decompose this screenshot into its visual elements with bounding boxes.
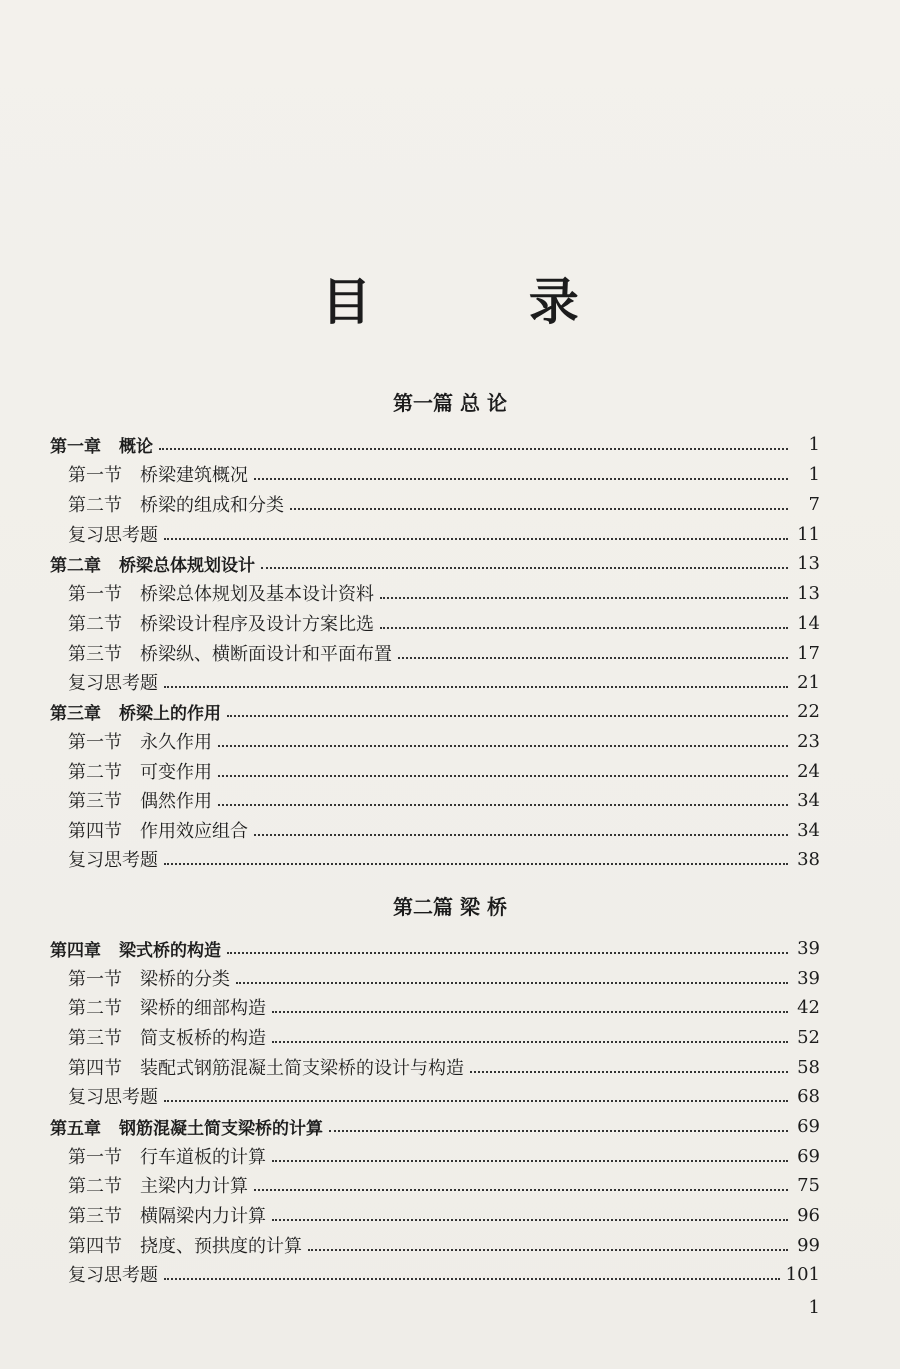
- toc-page-number: 21: [797, 671, 820, 693]
- toc-chapter-row: [50, 430, 820, 458]
- toc-entry-label: [68, 1232, 302, 1258]
- toc-section-row: [68, 964, 820, 992]
- toc-entry-title: 复习思考题: [68, 850, 158, 871]
- toc-page-number: 1: [808, 463, 820, 485]
- toc-entry-title: 简支板桥的构造: [140, 1028, 266, 1049]
- toc-chapter-row: [50, 1112, 820, 1140]
- toc-entry-label: [68, 669, 158, 695]
- toc-entry-title: 桥梁建筑概况: [140, 465, 248, 486]
- toc-entry-title: 梁式桥的构造: [119, 940, 221, 961]
- toc-entry-number: 第五章: [50, 1118, 101, 1139]
- toc-entry-label: [68, 580, 374, 606]
- toc-entry-number: 第一节: [68, 969, 122, 990]
- dot-leader: [218, 743, 788, 747]
- toc-entry-number: 第二节: [68, 1176, 122, 1197]
- toc-section-row: [68, 668, 820, 696]
- toc-section-row: [68, 816, 820, 844]
- toc-page-number: 7: [808, 493, 820, 515]
- toc-entry-label: [68, 1261, 158, 1287]
- toc-page-number: 34: [797, 819, 820, 841]
- toc-section-row: [68, 1082, 820, 1110]
- toc-entry-title: 复习思考题: [68, 525, 158, 546]
- toc-entry-number: 第二节: [68, 614, 122, 635]
- part-heading-2: 第二篇 梁 桥: [393, 895, 507, 919]
- toc-chapter-row: [50, 549, 820, 577]
- toc-entry-label: [68, 846, 158, 872]
- toc-entry-title: 概论: [119, 436, 153, 457]
- toc-entry-number: 第四章: [50, 940, 101, 961]
- toc-page-number: 42: [797, 996, 820, 1018]
- toc-entry-title: 偶然作用: [140, 791, 212, 812]
- toc-section-row: [68, 786, 820, 814]
- toc-entry-number: 第一节: [68, 584, 122, 605]
- toc-section-row: [68, 1231, 820, 1259]
- toc-section-row: [68, 609, 820, 637]
- dot-leader: [164, 1276, 780, 1280]
- toc-entry-label: [68, 521, 158, 547]
- dot-leader: [272, 1158, 788, 1162]
- toc-entry-label: [68, 610, 374, 636]
- toc-entry-number: 第三节: [68, 1028, 122, 1049]
- toc-entry-title: 桥梁总体规划设计: [119, 555, 255, 576]
- toc-entry-label: [68, 1172, 248, 1198]
- dot-leader: [254, 476, 788, 480]
- toc-chapter-row: [50, 697, 820, 725]
- toc-entry-title: 桥梁上的作用: [119, 703, 221, 724]
- toc-entry-title: 主梁内力计算: [140, 1176, 248, 1197]
- toc-entry-title: 复习思考题: [68, 1265, 158, 1286]
- toc-entry-title: 复习思考题: [68, 673, 158, 694]
- toc-entry-title: 梁桥的细部构造: [140, 998, 266, 1019]
- toc-entry-title: 可变作用: [140, 762, 212, 783]
- dot-leader: [380, 625, 788, 629]
- toc-page-number: 22: [797, 700, 820, 722]
- toc-page-number: 58: [797, 1056, 820, 1078]
- toc-page-number: 68: [797, 1085, 820, 1107]
- dot-leader: [380, 595, 788, 599]
- toc-page-number: 13: [797, 582, 820, 604]
- toc-entry-number: 第二章: [50, 555, 101, 576]
- toc-entry-label: [50, 1114, 323, 1139]
- dot-leader: [261, 565, 788, 569]
- dot-leader: [272, 1039, 788, 1043]
- toc-section-row: [68, 490, 820, 518]
- dot-leader: [254, 1187, 788, 1191]
- dot-leader: [329, 1128, 788, 1132]
- toc-section-row: [68, 757, 820, 785]
- dot-leader: [227, 950, 788, 954]
- toc-entry-label: [68, 1024, 266, 1050]
- toc-page-number: 99: [797, 1234, 820, 1256]
- toc-entry-number: 第一章: [50, 436, 101, 457]
- toc-section-row: [68, 460, 820, 488]
- toc-page-number: 39: [797, 967, 820, 989]
- toc-entry-label: [68, 787, 212, 813]
- toc-section-row: [68, 1171, 820, 1199]
- toc-entry-number: 第四节: [68, 821, 122, 842]
- part-heading-1: 第一篇 总 论: [393, 391, 507, 415]
- page-number: 1: [808, 1297, 820, 1318]
- toc-entry-number: 第二节: [68, 998, 122, 1019]
- dot-leader: [164, 1098, 788, 1102]
- dot-leader: [308, 1247, 788, 1251]
- toc-entry-number: 第二节: [68, 495, 122, 516]
- toc-entry-number: 第三节: [68, 644, 122, 665]
- toc-entry-label: [68, 640, 392, 666]
- toc-page-number: 34: [797, 789, 820, 811]
- toc-page-number: 23: [797, 730, 820, 752]
- toc-section-row: [68, 639, 820, 667]
- toc-entry-title: 永久作用: [140, 732, 212, 753]
- dot-leader: [290, 506, 788, 510]
- toc-entry-label: [68, 1083, 158, 1109]
- toc-section-row: [68, 727, 820, 755]
- toc-page-number: 38: [797, 848, 820, 870]
- toc-entry-title: 横隔梁内力计算: [140, 1206, 266, 1227]
- toc-entry-label: [68, 758, 212, 784]
- toc-entry-title: 挠度、预拱度的计算: [140, 1236, 302, 1257]
- toc-chapter-row: [50, 934, 820, 962]
- toc-entry-label: [68, 461, 248, 487]
- toc-entry-label: [50, 432, 153, 457]
- dot-leader: [218, 802, 788, 806]
- toc-entry-title: 梁桥的分类: [140, 969, 230, 990]
- toc-page-number: 17: [797, 642, 820, 664]
- toc-entry-label: [68, 491, 284, 517]
- dot-leader: [164, 536, 788, 540]
- toc-page-number: 52: [797, 1026, 820, 1048]
- toc-entry-label: [50, 699, 221, 724]
- toc-page-number: 24: [797, 760, 820, 782]
- dot-leader: [218, 773, 788, 777]
- toc-entry-number: 第三节: [68, 1206, 122, 1227]
- toc-entry-label: [68, 965, 230, 991]
- dot-leader: [159, 446, 788, 450]
- dot-leader: [236, 980, 788, 984]
- dot-leader: [272, 1217, 788, 1221]
- toc-section-row: [68, 579, 820, 607]
- toc-entry-label: [68, 1202, 266, 1228]
- dot-leader: [470, 1069, 788, 1073]
- toc-entry-number: 第三节: [68, 791, 122, 812]
- toc-entry-title: 钢筋混凝土简支梁桥的计算: [119, 1118, 323, 1139]
- toc-entry-number: 第四节: [68, 1058, 122, 1079]
- toc-entry-title: 行车道板的计算: [140, 1147, 266, 1168]
- toc-entry-number: 第一节: [68, 1147, 122, 1168]
- toc-entry-title: 桥梁的组成和分类: [140, 495, 284, 516]
- page-title: 目 录: [321, 273, 649, 331]
- toc-entry-title: 作用效应组合: [140, 821, 248, 842]
- toc-entry-label: [50, 936, 221, 961]
- toc-page-number: 69: [797, 1115, 820, 1137]
- toc-section-row: [68, 1142, 820, 1170]
- toc-entry-label: [68, 994, 266, 1020]
- toc-section-row: [68, 1201, 820, 1229]
- toc-page-number: 13: [797, 552, 820, 574]
- toc-entry-number: 第二节: [68, 762, 122, 783]
- dot-leader: [272, 1009, 788, 1013]
- toc-entry-number: 第一节: [68, 732, 122, 753]
- toc-entry-title: 桥梁总体规划及基本设计资料: [140, 584, 374, 605]
- toc-section-row: [68, 520, 820, 548]
- toc-page-number: 101: [785, 1263, 820, 1285]
- toc-entry-title: 复习思考题: [68, 1087, 158, 1108]
- toc-page-number: 96: [797, 1204, 820, 1226]
- toc-section-row: [68, 1053, 820, 1081]
- toc-page-number: 75: [797, 1174, 820, 1196]
- toc-entry-number: 第一节: [68, 465, 122, 486]
- dot-leader: [227, 713, 788, 717]
- toc-page-number: 1: [808, 433, 820, 455]
- toc-entry-title: 装配式钢筋混凝土简支梁桥的设计与构造: [140, 1058, 464, 1079]
- dot-leader: [164, 861, 788, 865]
- toc-entry-number: 第四节: [68, 1236, 122, 1257]
- toc-section-row: [68, 845, 820, 873]
- toc-entry-label: [68, 1054, 464, 1080]
- toc-entry-label: [68, 1143, 266, 1169]
- toc-entry-label: [68, 817, 248, 843]
- toc-section-row: [68, 993, 820, 1021]
- toc-entry-label: [50, 551, 255, 576]
- toc-section-row: [68, 1260, 820, 1288]
- toc-entry-label: [68, 728, 212, 754]
- toc-page-number: 11: [797, 523, 820, 545]
- dot-leader: [254, 832, 788, 836]
- toc-page-number: 39: [797, 937, 820, 959]
- dot-leader: [164, 684, 788, 688]
- toc-page-number: 14: [797, 612, 820, 634]
- toc-entry-title: 桥梁设计程序及设计方案比选: [140, 614, 374, 635]
- toc-entry-title: 桥梁纵、横断面设计和平面布置: [140, 644, 392, 665]
- toc-entry-number: 第三章: [50, 703, 101, 724]
- toc-page-number: 69: [797, 1145, 820, 1167]
- dot-leader: [398, 655, 788, 659]
- toc-section-row: [68, 1023, 820, 1051]
